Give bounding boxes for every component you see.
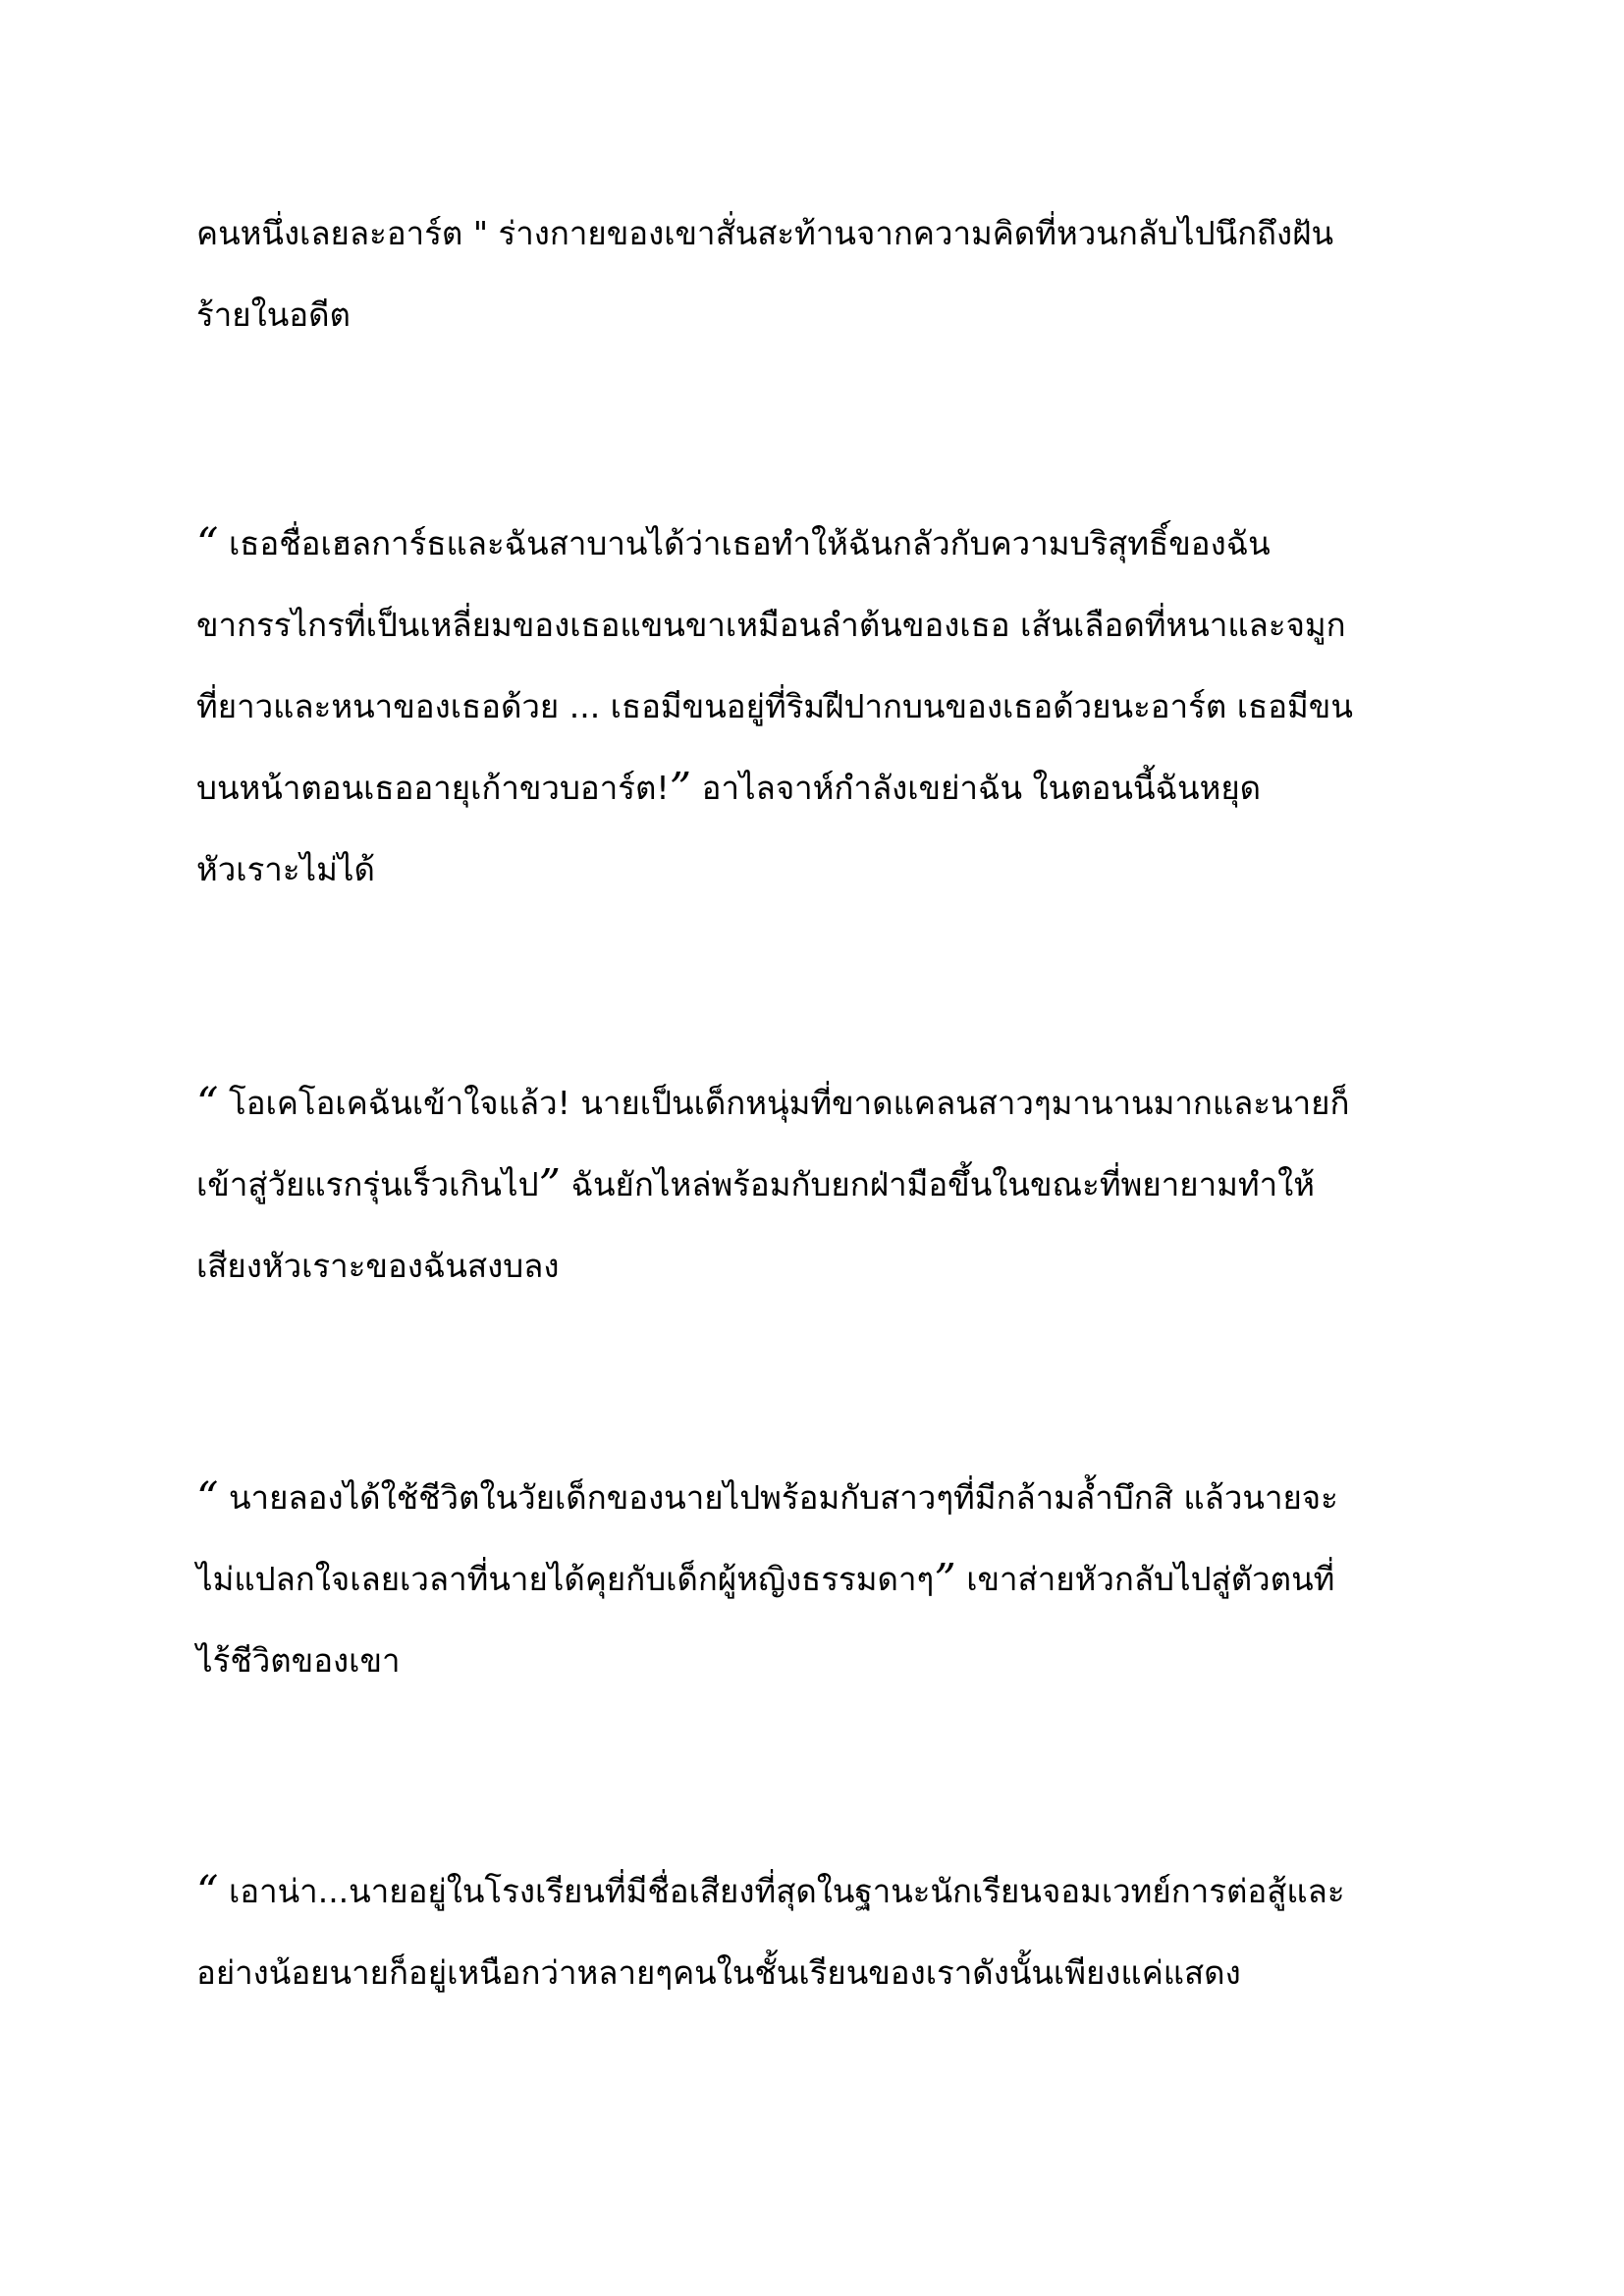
- text-line: อย่างน้อยนายก็อยู่เหนือกว่าหลายๆคนในชั้นเรียนของเราดังนั้นเพียงแค่แสดง: [196, 1953, 1241, 1992]
- text-line: หัวเราะไม่ได้: [196, 850, 375, 888]
- quotation-mark: “: [196, 1867, 219, 1917]
- paragraph: [196, 1850, 1443, 2013]
- quotation-mark: “: [196, 519, 219, 569]
- text-line: ขากรรไกรที่เป็นเหลี่ยมของเธอแขนขาเหมือนลำต้นของเธอ เส้นเลือดที่หนาและจมูก: [196, 606, 1346, 644]
- paragraph: [196, 1062, 1443, 1307]
- text-line: บนหน้าตอนเธออายุเก้าขวบอาร์ต!” อาไลจาห์กำลังเขย่าฉัน ในตอนนี้ฉันหยุด: [196, 764, 1262, 814]
- text-line: “ โอเคโอเคฉันเข้าใจแล้ว! นายเป็นเด็กหนุ่มที่ขาดแคลนสาวๆมานานมากและนายก็: [196, 1079, 1350, 1129]
- text-line: ร้ายในอดีต: [196, 295, 351, 334]
- text-line: ที่ยาวและหนาของเธอด้วย ... เธอมีขนอยู่ที่ริมฝีปากบนของเธอด้วยนะอาร์ต เธอมีขน: [196, 687, 1353, 725]
- text-line: ไร้ชีวิตของเขา: [196, 1641, 401, 1680]
- text-line: “ เอาน่า...นายอยู่ในโรงเรียนที่มีชื่อเสียงที่สุดในฐานะนักเรียนจอมเวทย์การต่อสู้และ: [196, 1867, 1345, 1917]
- quotation-mark: ”: [538, 1160, 562, 1210]
- text-line: คนหนึ่งเลยละอาร์ต " ร่างกายของเขาสั่นสะท้านจากความคิดที่หวนกลับไปนึกถึงฝัน: [196, 214, 1334, 252]
- paragraph: [196, 192, 1443, 355]
- text-line: ไม่แปลกใจเลยเวลาที่นายได้คุยกับเด็กผู้หญิงธรรมดาๆ” เขาส่ายหัวกลับไปสู่ตัวตนที่: [196, 1555, 1335, 1605]
- paragraph: [196, 503, 1443, 910]
- quotation-mark: “: [196, 1079, 219, 1129]
- text-line: “ นายลองได้ใช้ชีวิตในวัยเด็กของนายไปพร้อมกับสาวๆที่มีกล้ามล้ำบึกสิ แล้วนายจะ: [196, 1473, 1338, 1523]
- quotation-mark: ”: [934, 1555, 956, 1605]
- text-line: เข้าสู่วัยแรกรุ่นเร็วเกินไป” ฉันยักไหล่พร้อมกับยกฝ่ามือขึ้นในขณะที่พยายามทำให้: [196, 1160, 1316, 1210]
- quotation-mark: ”: [669, 764, 692, 814]
- paragraph: [196, 1457, 1443, 1701]
- quotation-mark: “: [196, 1473, 219, 1523]
- text-line: “ เธอชื่อเฮลการ์ธและฉันสาบานได้ว่าเธอทำให้ฉันกลัวกับความบริสุทธิ์ของฉัน: [196, 519, 1271, 569]
- text-line: เสียงหัวเราะของฉันสงบลง: [196, 1247, 560, 1285]
